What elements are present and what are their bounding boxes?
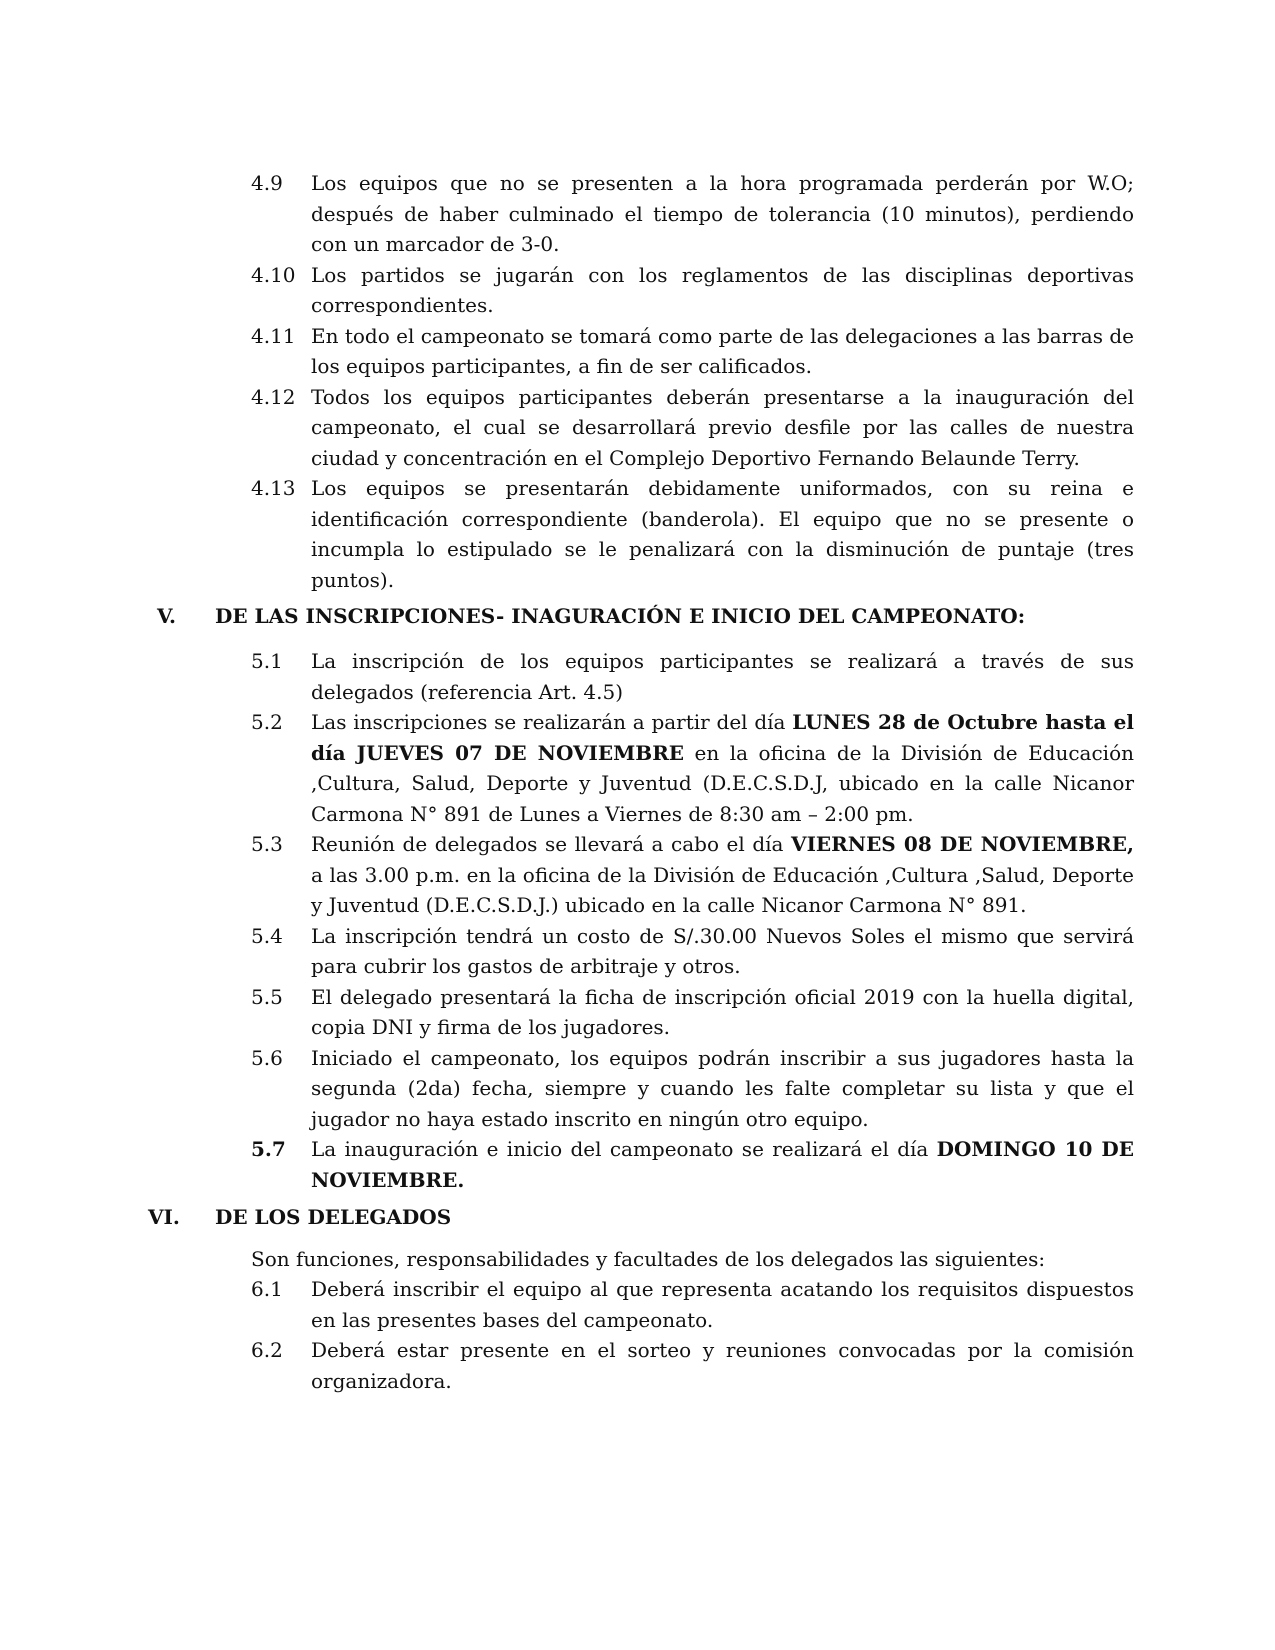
item-text-part: La inauguración e inicio del campeonato se realizará el día bbox=[311, 1137, 937, 1161]
list-item bbox=[0, 260, 1275, 321]
item-number: 5.5 bbox=[251, 984, 283, 1009]
item-text: Deberá estar presente en el sorteo y reuniones convocadas por la comisión organizadora. bbox=[311, 1338, 1134, 1393]
item-number: 6.2 bbox=[251, 1338, 283, 1362]
item-text-part: Las inscripciones se realizarán a partir del día bbox=[311, 710, 793, 734]
item-text: Los equipos que no se presenten a la hora programada perderán por W.O; después de haber culminado el tiempo de tolerancia (10 minutos), perdiendo con un marcador de 3-0. bbox=[311, 171, 1134, 256]
item-text: Los partidos se jugarán con los reglamentos de las disciplinas deportivas correspondientes. bbox=[311, 262, 1134, 317]
item-number: 4.9 bbox=[251, 171, 283, 195]
list-item bbox=[0, 1134, 1275, 1195]
item-text: El delegado presentará la ficha de inscripción oficial 2019 con la huella digital, copia DNI y firma de los jugadores. bbox=[311, 984, 1134, 1039]
section-title: DE LAS INSCRIPCIONES- INAGURACIÓN E INICIO DEL CAMPEONATO: bbox=[215, 604, 1026, 628]
list-item bbox=[0, 1043, 1275, 1135]
list-item bbox=[0, 1274, 1275, 1335]
list-item bbox=[0, 646, 1275, 707]
list-item bbox=[0, 982, 1275, 1043]
item-text-part: Reunión de delegados se llevará a cabo el día bbox=[311, 832, 792, 856]
item-text-bold: LUNES 28 de Octubre hasta el día JUEVES 07 DE NOVIEMBRE bbox=[311, 710, 1135, 765]
list-item bbox=[0, 382, 1275, 474]
item-text: La inscripción de los equipos participantes se realizará a través de sus delegados (referencia Art. 4.5) bbox=[311, 649, 1134, 704]
list-item bbox=[0, 829, 1275, 921]
section-numeral: V. bbox=[157, 604, 176, 628]
item-text: Todos los equipos participantes deberán presentarse a la inauguración del campeonato, el cual se desarrollará previo desfile por las calles de nuestra ciudad y concentración en el Complejo Deportivo Fernando Belaunde Terry. bbox=[311, 384, 1134, 470]
list-item bbox=[0, 321, 1275, 382]
section-intro: Son funciones, responsabilidades y facultades de los delegados las siguientes: bbox=[251, 1247, 1046, 1271]
list-item bbox=[0, 921, 1275, 982]
section-5-list bbox=[0, 646, 1275, 1195]
item-text-part: en la oficina de la División de Educación ,Cultura, Salud, Deporte y Juventud (D.E.C.S.D.J, ubicado en la calle Nicanor Carmona N° 891 de Lunes a Viernes de 8:30 am – 2:00 pm. bbox=[311, 740, 1134, 826]
section-4-list bbox=[0, 168, 1275, 595]
item-number: 5.3 bbox=[251, 832, 283, 856]
item-text: Iniciado el campeonato, los equipos podrán inscribir a sus jugadores hasta la segunda (2da) fecha, siempre y cuando les falte completar su lista y que el jugador no haya estado inscrito en ningún otro equipo. bbox=[311, 1045, 1134, 1131]
item-text-bold: VIERNES 08 DE NOVIEMBRE, bbox=[791, 832, 1135, 856]
item-number: 5.4 bbox=[251, 923, 283, 948]
item-number: 4.10 bbox=[251, 262, 296, 287]
section-title: DE LOS DELEGADOS bbox=[215, 1205, 452, 1229]
item-text: La inscripción tendrá un costo de S/.30.00 Nuevos Soles el mismo que servirá para cubrir los gastos de arbitraje y otros. bbox=[311, 923, 1134, 978]
item-text-part: a las 3.00 p.m. en la oficina de la División de Educación ,Cultura ,Salud, Deporte y Juventud (D.E.C.S.D.J.) ubicado en la calle Nicanor Carmona N° 891. bbox=[311, 862, 1134, 917]
section-numeral: VI. bbox=[148, 1205, 180, 1229]
item-text: Deberá inscribir el equipo al que representa acatando los requisitos dispuestos en las presentes bases del campeonato. bbox=[311, 1277, 1134, 1332]
item-number: 5.6 bbox=[251, 1045, 283, 1070]
section-6-body bbox=[0, 1244, 1275, 1396]
item-number: 4.12 bbox=[251, 384, 296, 409]
item-number: 5.2 bbox=[251, 710, 283, 734]
item-text: En todo el campeonato se tomará como parte de las delegaciones a las barras de los equipos participantes, a fin de ser calificados. bbox=[311, 323, 1134, 378]
section-6-heading bbox=[0, 1202, 1275, 1232]
item-number: 6.1 bbox=[251, 1277, 283, 1301]
list-item bbox=[0, 168, 1275, 260]
item-text bbox=[311, 829, 1134, 921]
item-text bbox=[311, 707, 1134, 829]
item-text bbox=[311, 1134, 1134, 1195]
list-item bbox=[0, 707, 1275, 829]
list-item bbox=[0, 1335, 1275, 1396]
item-number: 4.11 bbox=[251, 323, 296, 348]
item-text-bold: DOMINGO 10 DE NOVIEMBRE. bbox=[311, 1137, 1134, 1192]
section-5-heading bbox=[0, 601, 1275, 631]
item-number: 4.13 bbox=[251, 476, 296, 500]
list-item bbox=[0, 473, 1275, 595]
item-number: 5.1 bbox=[251, 649, 283, 673]
item-number: 5.7 bbox=[251, 1137, 286, 1161]
item-text: Los equipos se presentarán debidamente uniformados, con su reina e identificación correspondiente (banderola). El equipo que no se presente o incumpla lo estipulado se le penalizará con la disminución de puntaje (tres puntos). bbox=[311, 476, 1134, 592]
